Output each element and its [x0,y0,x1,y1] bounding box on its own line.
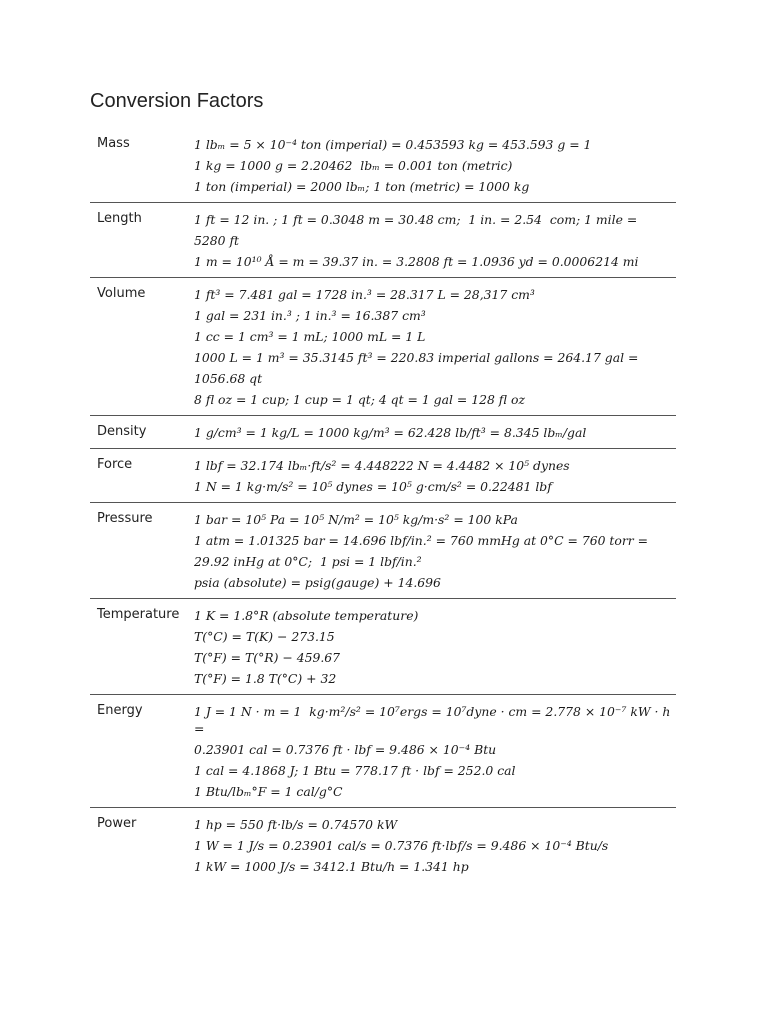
conversion-table [90,128,676,882]
equation-line: 1 W = 1 J/s = 0.23901 cal/s = 0.7376 ft·lbf/s = 9.486 × 10⁻⁴ Btu/s [194,838,609,853]
section-equations [194,814,676,877]
equation-line: 29.92 inHg at 0°C; 1 psi = 1 lbf/in.² [194,554,422,569]
equation-line: 1 atm = 1.01325 bar = 14.696 lbf/in.² = 760 mmHg at 0°C = 760 torr = [194,533,649,548]
equation-line: T(°C) = T(K) − 273.15 [194,629,335,644]
equation-line: 1 kg = 1000 g = 2.20462 lbₘ = 0.001 ton (metric) [194,158,513,173]
section-equations [194,422,676,443]
section-equations [194,209,676,272]
section-energy [90,695,676,808]
section-pressure [90,503,676,599]
section-label: Length [97,211,142,226]
section-mass [90,128,676,203]
equation-line: 1 kW = 1000 J/s = 3412.1 Btu/h = 1.341 hp [194,859,469,874]
section-label: Volume [97,286,146,301]
section-temperature [90,599,676,695]
section-label: Energy [97,703,143,718]
section-length [90,203,676,278]
section-label: Pressure [97,511,153,526]
section-equations [194,284,676,410]
equation-line: 0.23901 cal = 0.7376 ft · lbf = 9.486 × 10⁻⁴ Btu [194,742,497,757]
section-label: Mass [97,136,130,151]
section-force [90,449,676,503]
equation-line: 1 g/cm³ = 1 kg/L = 1000 kg/m³ = 62.428 lb/ft³ = 8.345 lbₘ/gal [194,425,587,440]
equation-line: 1 lbf = 32.174 lbₘ·ft/s² = 4.448222 N = 4.4482 × 10⁵ dynes [194,458,570,473]
section-equations [194,509,676,593]
equation-line: 1 bar = 10⁵ Pa = 10⁵ N/m² = 10⁵ kg/m·s² = 100 kPa [194,512,518,527]
equation-line: 1000 L = 1 m³ = 35.3145 ft³ = 220.83 imperial gallons = 264.17 gal = [194,350,639,365]
equation-line: 1 K = 1.8°R (absolute temperature) [194,608,419,623]
equation-line: psia (absolute) = psig(gauge) + 14.696 [194,575,441,590]
equation-line: 1 cal = 4.1868 J; 1 Btu = 778.17 ft · lbf = 252.0 cal [194,763,516,778]
equation-line: 1 hp = 550 ft·lb/s = 0.74570 kW [194,817,398,832]
section-equations [194,605,676,689]
equation-line: 1 m = 10¹⁰ Å = m = 39.37 in. = 3.2808 ft = 1.0936 yd = 0.0006214 mi [194,254,639,269]
equation-line: 1 ft³ = 7.481 gal = 1728 in.³ = 28.317 L = 28,317 cm³ [194,287,535,302]
equation-line: 1 ft = 12 in. ; 1 ft = 0.3048 m = 30.48 cm; 1 in. = 2.54 com; 1 mile = [194,212,638,227]
equation-line: 1 ton (imperial) = 2000 lbₘ; 1 ton (metric) = 1000 kg [194,179,530,194]
section-density [90,416,676,449]
page-title: Conversion Factors [90,90,264,112]
section-equations [194,701,676,802]
section-label: Power [97,816,137,831]
section-label: Temperature [97,607,180,622]
section-equations [194,134,676,197]
equation-line: 5280 ft [194,233,240,248]
equation-line: 8 fl oz = 1 cup; 1 cup = 1 qt; 4 qt = 1 gal = 128 fl oz [194,392,525,407]
section-label: Density [97,424,147,439]
section-power [90,808,676,882]
section-volume [90,278,676,416]
equation-line: T(°F) = 1.8 T(°C) + 32 [194,671,337,686]
equation-line: 1 lbₘ = 5 × 10⁻⁴ ton (imperial) = 0.453593 kg = 453.593 g = 1 [194,137,592,152]
equation-line: 1 J = 1 N · m = 1 kg·m²/s² = 10⁷ergs = 10⁷dyne · cm = 2.778 × 10⁻⁷ kW · h = [194,704,675,736]
section-label: Force [97,457,133,472]
equation-line: T(°F) = T(°R) − 459.67 [194,650,341,665]
equation-line: 1 gal = 231 in.³ ; 1 in.³ = 16.387 cm³ [194,308,426,323]
equation-line: 1 N = 1 kg·m/s² = 10⁵ dynes = 10⁵ g·cm/s² = 0.22481 lbf [194,479,552,494]
equation-line: 1056.68 qt [194,371,263,386]
section-equations [194,455,676,497]
equation-line: 1 cc = 1 cm³ = 1 mL; 1000 mL = 1 L [194,329,426,344]
equation-line: 1 Btu/lbₘ°F = 1 cal/g°C [194,784,343,799]
